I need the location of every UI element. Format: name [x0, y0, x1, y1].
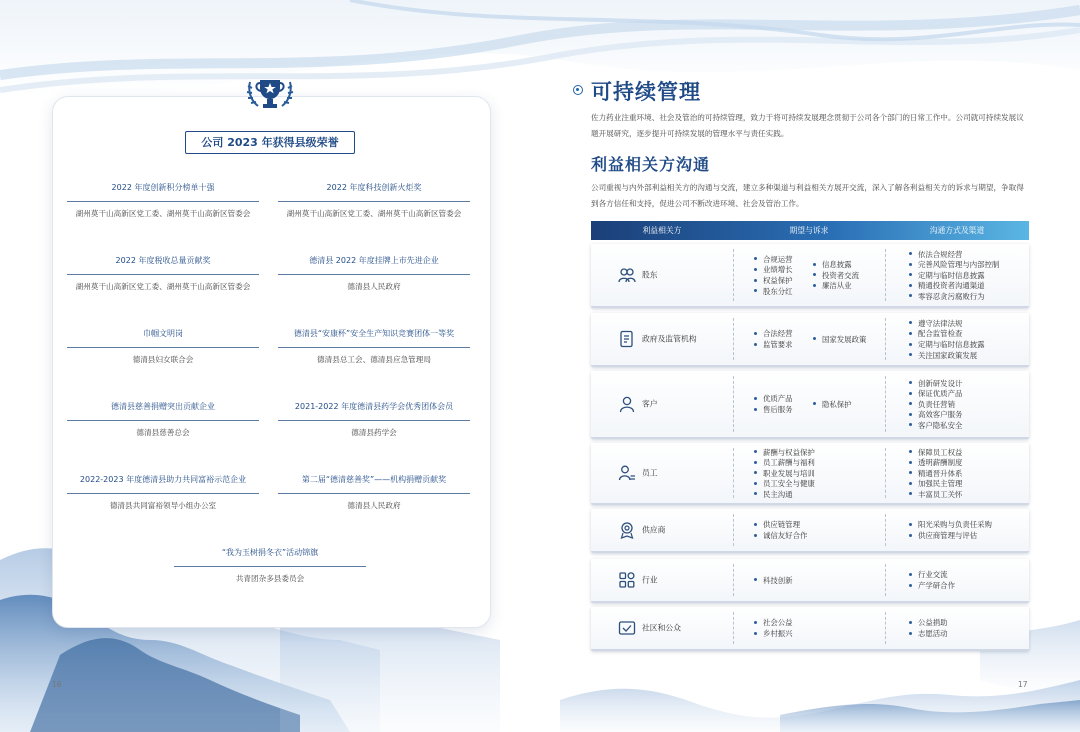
channel-item: 关注国家政策发展 — [909, 351, 977, 362]
honor-title: 德清县“安康杯”安全生产知识竞赛团体一等奖 — [293, 329, 455, 338]
honor-divider — [67, 347, 259, 348]
supplier-icon — [618, 521, 636, 539]
honor-item — [278, 401, 470, 438]
honor-title: 2022 年度科技创新火炬奖 — [326, 183, 422, 192]
column-separator — [733, 612, 734, 644]
expectation-item: 业绩增长 — [754, 265, 793, 276]
column-separator — [733, 564, 734, 596]
honor-organization: 德清县妇女联合会 — [132, 355, 194, 364]
expectation-item: 员工安全与健康 — [754, 479, 815, 490]
expectation-item: 诚信友好合作 — [754, 531, 807, 542]
honor-title: 2022 年度税收总量贡献奖 — [115, 256, 211, 265]
header-stakeholder: 利益相关方 — [642, 226, 682, 235]
table-row — [591, 371, 1029, 439]
channel-item: 阳光采购与负责任采购 — [909, 520, 992, 531]
expectation-item: 职业发展与培训 — [754, 469, 815, 480]
community-icon — [618, 619, 636, 637]
honor-divider — [278, 493, 470, 494]
page-number-left: 16 — [52, 680, 62, 689]
column-separator — [733, 514, 734, 546]
expectation-item: 员工薪酬与福利 — [754, 458, 815, 469]
column-separator — [733, 448, 734, 498]
expectation-item: 廉洁从业 — [813, 281, 852, 292]
honor-divider — [67, 493, 259, 494]
table-row — [591, 559, 1029, 603]
channel-item: 保障员工权益 — [909, 448, 962, 459]
channel-item: 保证优质产品 — [909, 389, 962, 400]
honor-title: 2021-2022 年度德清县药学会优秀团体会员 — [294, 402, 454, 411]
expectation-item: 优质产品 — [754, 394, 793, 405]
channel-item: 行业交流 — [909, 570, 948, 581]
channel-item: 透明薪酬制度 — [909, 458, 962, 469]
honor-title: 德清县 2022 年度挂牌上市先进企业 — [309, 256, 439, 265]
customer-icon — [618, 395, 636, 413]
page-number-right: 17 — [1018, 680, 1028, 689]
expectation-item: 薪酬与权益保护 — [754, 448, 815, 459]
channel-item: 精通投资者沟通渠道 — [909, 281, 985, 292]
expectation-item: 隐私保护 — [813, 400, 852, 411]
table-row — [591, 509, 1029, 553]
channel-item: 志愿活动 — [909, 629, 948, 640]
document-icon — [618, 330, 636, 348]
channel-item: 精通晋升体系 — [909, 469, 962, 480]
honor-organization: 德清县共同富裕领导小组办公室 — [109, 501, 217, 510]
stakeholder-name: 员工 — [642, 468, 658, 478]
honor-item — [278, 255, 470, 292]
column-separator — [885, 612, 886, 644]
honor-divider — [67, 201, 259, 202]
table-row — [591, 607, 1029, 651]
channel-item: 零容忍贪污腐败行为 — [909, 292, 985, 303]
honor-item — [278, 182, 470, 219]
channel-item: 公益捐助 — [909, 618, 948, 629]
honor-organization: 共青团杂多县委员会 — [235, 574, 305, 583]
honor-organization: 德清县药学会 — [351, 428, 397, 437]
channel-item: 创新研发设计 — [909, 379, 962, 390]
honor-organization: 德清县人民政府 — [347, 501, 401, 510]
honor-item — [67, 255, 259, 292]
column-separator — [733, 376, 734, 432]
expectation-item: 投资者交流 — [813, 271, 859, 282]
honor-organization: 湖州莫干山高新区党工委、湖州莫干山高新区管委会 — [75, 282, 251, 291]
channel-item: 供应商管理与评估 — [909, 531, 977, 542]
heading-bullet-icon — [573, 85, 583, 95]
stakeholder-name: 行业 — [642, 575, 658, 585]
channel-item: 完善风险管理与内部控制 — [909, 260, 999, 271]
honor-organization: 德清县人民政府 — [347, 282, 401, 291]
stakeholder-name: 政府及监管机构 — [642, 334, 697, 344]
industry-icon — [618, 571, 636, 589]
expectation-item: 科技创新 — [754, 576, 793, 587]
honor-divider — [278, 201, 470, 202]
header-expectations: 期望与诉求 — [789, 226, 829, 235]
honor-divider — [174, 566, 366, 567]
honors-card-title: 公司 2023 年获得县级荣誉 — [185, 131, 355, 154]
section-heading: 可持续管理 — [591, 80, 701, 104]
column-separator — [885, 564, 886, 596]
trophy-icon — [244, 76, 296, 112]
honor-title: 巾帼文明岗 — [143, 329, 183, 338]
expectation-item: 售后服务 — [754, 405, 793, 416]
subsection-paragraph: 公司重视与内外部利益相关方的沟通与交流，建立多种渠道与利益相关方展开交流，深入了解各利益相关方的诉求与期望，争取得到各方信任和支持，促进公司不断改进环境、社会及管治工作。 — [591, 183, 1024, 208]
channel-item: 遵守法律法规 — [909, 319, 962, 330]
channel-item: 加强民主管理 — [909, 479, 962, 490]
channel-item: 定期与临时信息披露 — [909, 271, 985, 282]
column-separator — [733, 318, 734, 360]
expectation-item: 民主沟通 — [754, 490, 793, 501]
column-separator — [885, 318, 886, 360]
honor-organization: 德清县总工会、德清县应急管理局 — [317, 355, 431, 364]
stakeholder-name: 股东 — [642, 270, 658, 280]
shareholders-icon — [618, 266, 636, 284]
expectation-item: 合法经营 — [754, 329, 793, 340]
column-separator — [885, 448, 886, 498]
expectation-item: 权益保护 — [754, 276, 793, 287]
expectation-item: 乡村振兴 — [754, 629, 793, 640]
channel-item: 配合监管检查 — [909, 329, 962, 340]
subsection-heading: 利益相关方沟通 — [591, 155, 711, 174]
honor-title: 2022-2023 年度德清县助力共同富裕示范企业 — [79, 475, 247, 484]
channel-item: 负责任营销 — [909, 400, 955, 411]
honor-item — [278, 328, 470, 365]
honor-item — [278, 474, 470, 511]
employee-icon — [618, 464, 636, 482]
honor-organization: 湖州莫干山高新区党工委、湖州莫干山高新区管委会 — [286, 209, 462, 218]
channel-item: 高效客户服务 — [909, 410, 962, 421]
stakeholder-name: 社区和公众 — [642, 623, 681, 633]
table-header — [591, 221, 1029, 240]
honor-title: 德清县慈善捐赠突出贡献企业 — [111, 402, 215, 411]
column-separator — [733, 249, 734, 301]
expectation-item: 供应链管理 — [754, 520, 800, 531]
expectation-item: 信息披露 — [813, 260, 852, 271]
expectation-item: 监管要求 — [754, 340, 793, 351]
expectation-item: 国家发展政策 — [813, 335, 866, 346]
table-row — [591, 313, 1029, 367]
honor-organization: 湖州莫干山高新区党工委、湖州莫干山高新区管委会 — [75, 209, 251, 218]
expectation-item: 社会公益 — [754, 618, 793, 629]
column-separator — [885, 514, 886, 546]
channel-item: 定期与临时信息披露 — [909, 340, 985, 351]
honor-divider — [278, 274, 470, 275]
table-row — [591, 443, 1029, 505]
column-separator — [885, 376, 886, 432]
honor-item — [67, 401, 259, 438]
header-channels: 沟通方式及渠道 — [929, 226, 985, 235]
honor-divider — [67, 420, 259, 421]
stakeholder-name: 客户 — [642, 399, 658, 409]
honor-organization: 德清县慈善总会 — [136, 428, 190, 437]
honor-divider — [67, 274, 259, 275]
stakeholder-name: 供应商 — [642, 525, 666, 535]
honor-title: 2022 年度创新积分榜单十强 — [111, 183, 215, 192]
channel-item: 产学研合作 — [909, 581, 955, 592]
honor-divider — [278, 420, 470, 421]
table-row — [591, 244, 1029, 308]
honor-item — [67, 474, 259, 511]
honor-title: “我为玉树捐冬衣”活动锦旗 — [221, 548, 319, 557]
honor-item — [67, 328, 259, 365]
honor-divider — [278, 347, 470, 348]
intro-paragraph: 佐力药业注重环境、社会及管治的可持续管理，致力于将可持续发展理念贯彻于公司各个部门的日常工作中。公司就可持续发展议题开展研究，逐步提升可持续发展的管理水平与责任实践。 — [591, 113, 1024, 138]
stakeholder-table — [591, 221, 1029, 661]
column-separator — [885, 249, 886, 301]
expectation-item: 合规运营 — [754, 255, 793, 266]
expectation-item: 股东分红 — [754, 287, 793, 298]
honor-item — [67, 182, 259, 219]
honor-item — [174, 547, 366, 584]
channel-item: 客户隐私安全 — [909, 421, 962, 432]
honor-title: 第二届“德清慈善奖”——机构捐赠贡献奖 — [301, 475, 447, 484]
channel-item: 丰富员工关怀 — [909, 490, 962, 501]
channel-item: 依法合规经营 — [909, 250, 962, 261]
